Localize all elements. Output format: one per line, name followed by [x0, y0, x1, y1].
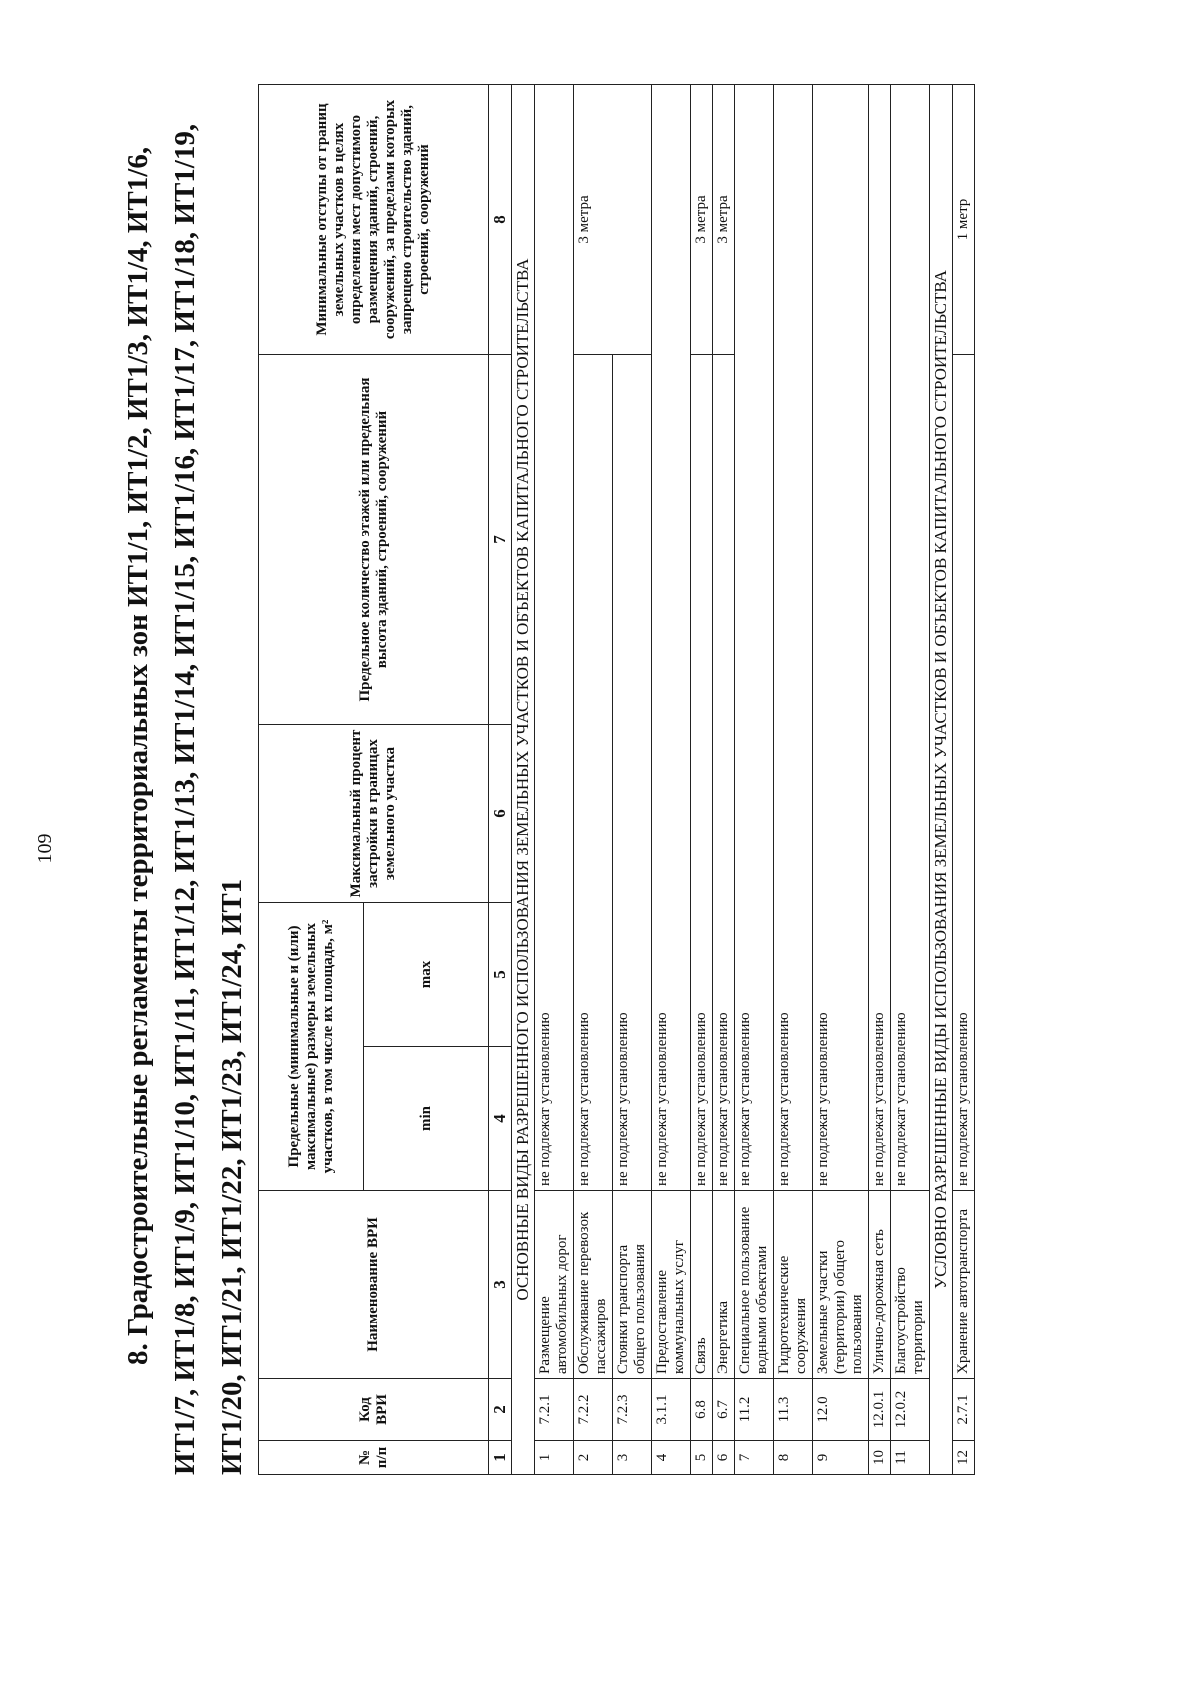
size-limits: не подлежат установлению	[735, 85, 774, 1191]
row-index: 7	[735, 1441, 774, 1475]
row-index: 6	[713, 1441, 735, 1475]
vri-code: 11.2	[735, 1379, 774, 1441]
setback-value: 3 метра	[713, 85, 735, 355]
vri-name: Специальное пользование водными объектами	[735, 1191, 774, 1379]
header-max: max	[364, 903, 489, 1047]
vri-code: 3.1.1	[652, 1379, 691, 1441]
vri-name: Связь	[691, 1191, 713, 1379]
table-row	[691, 85, 713, 1475]
vri-code: 12.0.1	[869, 1379, 891, 1441]
header-code: Код ВРИ	[259, 1379, 489, 1441]
column-number: 3	[489, 1191, 512, 1379]
header-min: min	[364, 1047, 489, 1191]
header-index: № п/п	[259, 1441, 489, 1475]
row-index: 8	[774, 1441, 813, 1475]
size-limits: не подлежат установлению	[613, 355, 652, 1191]
table-row	[713, 85, 735, 1475]
column-number: 7	[489, 355, 512, 725]
table-row	[953, 85, 975, 1475]
size-limits: не подлежат установлению	[891, 85, 930, 1191]
column-number: 4	[489, 1047, 512, 1191]
row-index: 11	[891, 1441, 930, 1475]
setback-value: 3 метра	[691, 85, 713, 355]
section-row-main	[512, 85, 535, 1475]
header-setbacks: Минимальные отступы от границ земельных участков в целях определения мест допустимого размещения зданий, строений, сооружений, за пределами которых запрещено строительство зданий, строений, сооружений	[259, 85, 489, 355]
table-row	[774, 85, 813, 1475]
vri-name: Стоянки транспорта общего пользования	[613, 1191, 652, 1379]
size-limits: не подлежат установлению	[869, 85, 891, 1191]
header-size: Предельные (минимальные и (или) максимальные) размеры земельных участков, в том числе их площадь, м²	[259, 903, 364, 1191]
section-row-conditional	[930, 85, 953, 1475]
column-number: 8	[489, 85, 512, 355]
size-limits: не подлежат установлению	[574, 355, 613, 1191]
vri-name: Гидротехнические сооружения	[774, 1191, 813, 1379]
vri-code: 7.2.2	[574, 1379, 613, 1441]
column-number-row	[489, 85, 512, 1475]
size-limits: не подлежат установлению	[713, 355, 735, 1191]
size-limits: не подлежат установлению	[691, 355, 713, 1191]
vri-name: Улично-дорожная сеть	[869, 1191, 891, 1379]
size-limits: не подлежат установлению	[652, 85, 691, 1191]
row-index: 2	[574, 1441, 613, 1475]
size-limits: не подлежат установлению	[774, 85, 813, 1191]
table-row	[869, 85, 891, 1475]
column-number: 1	[489, 1441, 512, 1475]
vri-code: 12.0.2	[891, 1379, 930, 1441]
vri-code: 6.8	[691, 1379, 713, 1441]
page-number: 109	[34, 833, 56, 864]
header-name: Наименование ВРИ	[259, 1191, 489, 1379]
table-row	[574, 85, 613, 1475]
vri-code: 6.7	[713, 1379, 735, 1441]
table-row	[535, 85, 574, 1475]
table-row	[652, 85, 691, 1475]
column-number: 5	[489, 903, 512, 1047]
vri-name: Хранение автотранспорта	[953, 1191, 975, 1379]
header-floors: Предельное количество этажей или предельная высота зданий, строений, сооружений	[259, 355, 489, 725]
vri-name: Благоустройство территории	[891, 1191, 930, 1379]
setback-value: 1 метр	[953, 85, 975, 355]
table-row	[813, 85, 869, 1475]
size-limits: не подлежат установлению	[953, 355, 975, 1191]
vri-code: 11.3	[774, 1379, 813, 1441]
vri-code: 12.0	[813, 1379, 869, 1441]
header-max-percent: Максимальный процент застройки в границах земельного участка	[259, 725, 489, 903]
vri-name: Энергетика	[713, 1191, 735, 1379]
row-index: 1	[535, 1441, 574, 1475]
column-number: 6	[489, 725, 512, 903]
vri-name: Размещение автомобильных дорог	[535, 1191, 574, 1379]
row-index: 5	[691, 1441, 713, 1475]
section-title-main: ОСНОВНЫЕ ВИДЫ РАЗРЕШЕННОГО ИСПОЛЬЗОВАНИЯ ЗЕМЕЛЬНЫХ УЧАСТКОВ И ОБЪЕКТОВ КАПИТАЛЬНОГО СТРОИТЕЛЬСТВА	[512, 85, 535, 1475]
vri-code: 7.2.3	[613, 1379, 652, 1441]
setback-value: 3 метра	[574, 85, 652, 355]
vri-name: Обслуживание перевозок пассажиров	[574, 1191, 613, 1379]
vri-name: Предоставление коммунальных услуг	[652, 1191, 691, 1379]
row-index: 12	[953, 1441, 975, 1475]
row-index: 4	[652, 1441, 691, 1475]
vri-code: 7.2.1	[535, 1379, 574, 1441]
table-row	[891, 85, 930, 1475]
regulations-table	[258, 84, 975, 1475]
vri-name: Земельные участки (территории) общего пользования	[813, 1191, 869, 1379]
section-title-conditional: УСЛОВНО РАЗРЕШЕННЫЕ ВИДЫ ИСПОЛЬЗОВАНИЯ ЗЕМЕЛЬНЫХ УЧАСТКОВ И ОБЪЕКТОВ КАПИТАЛЬНОГО СТРОИТЕЛЬСТВА	[930, 85, 953, 1475]
row-index: 10	[869, 1441, 891, 1475]
page-title: 8. Градостроительные регламенты территориальных зон ИТ1/1, ИТ1/2, ИТ1/3, ИТ1/4, ИТ1/6, ИТ1/7, ИТ1/8, ИТ1/9, ИТ1/10, ИТ1/11, ИТ1/12, ИТ1/13, ИТ1/14, ИТ1/15, ИТ1/16, ИТ1/17, ИТ1/18, ИТ1/19, ИТ1/20, ИТ1/21, ИТ1/22, ИТ1/23, ИТ1/24, ИТ1	[122, 123, 248, 1475]
column-number: 2	[489, 1379, 512, 1441]
vri-code: 2.7.1	[953, 1379, 975, 1441]
row-index: 3	[613, 1441, 652, 1475]
table-row	[735, 85, 774, 1475]
size-limits: не подлежат установлению	[535, 85, 574, 1191]
row-index: 9	[813, 1441, 869, 1475]
size-limits: не подлежат установлению	[813, 85, 869, 1191]
